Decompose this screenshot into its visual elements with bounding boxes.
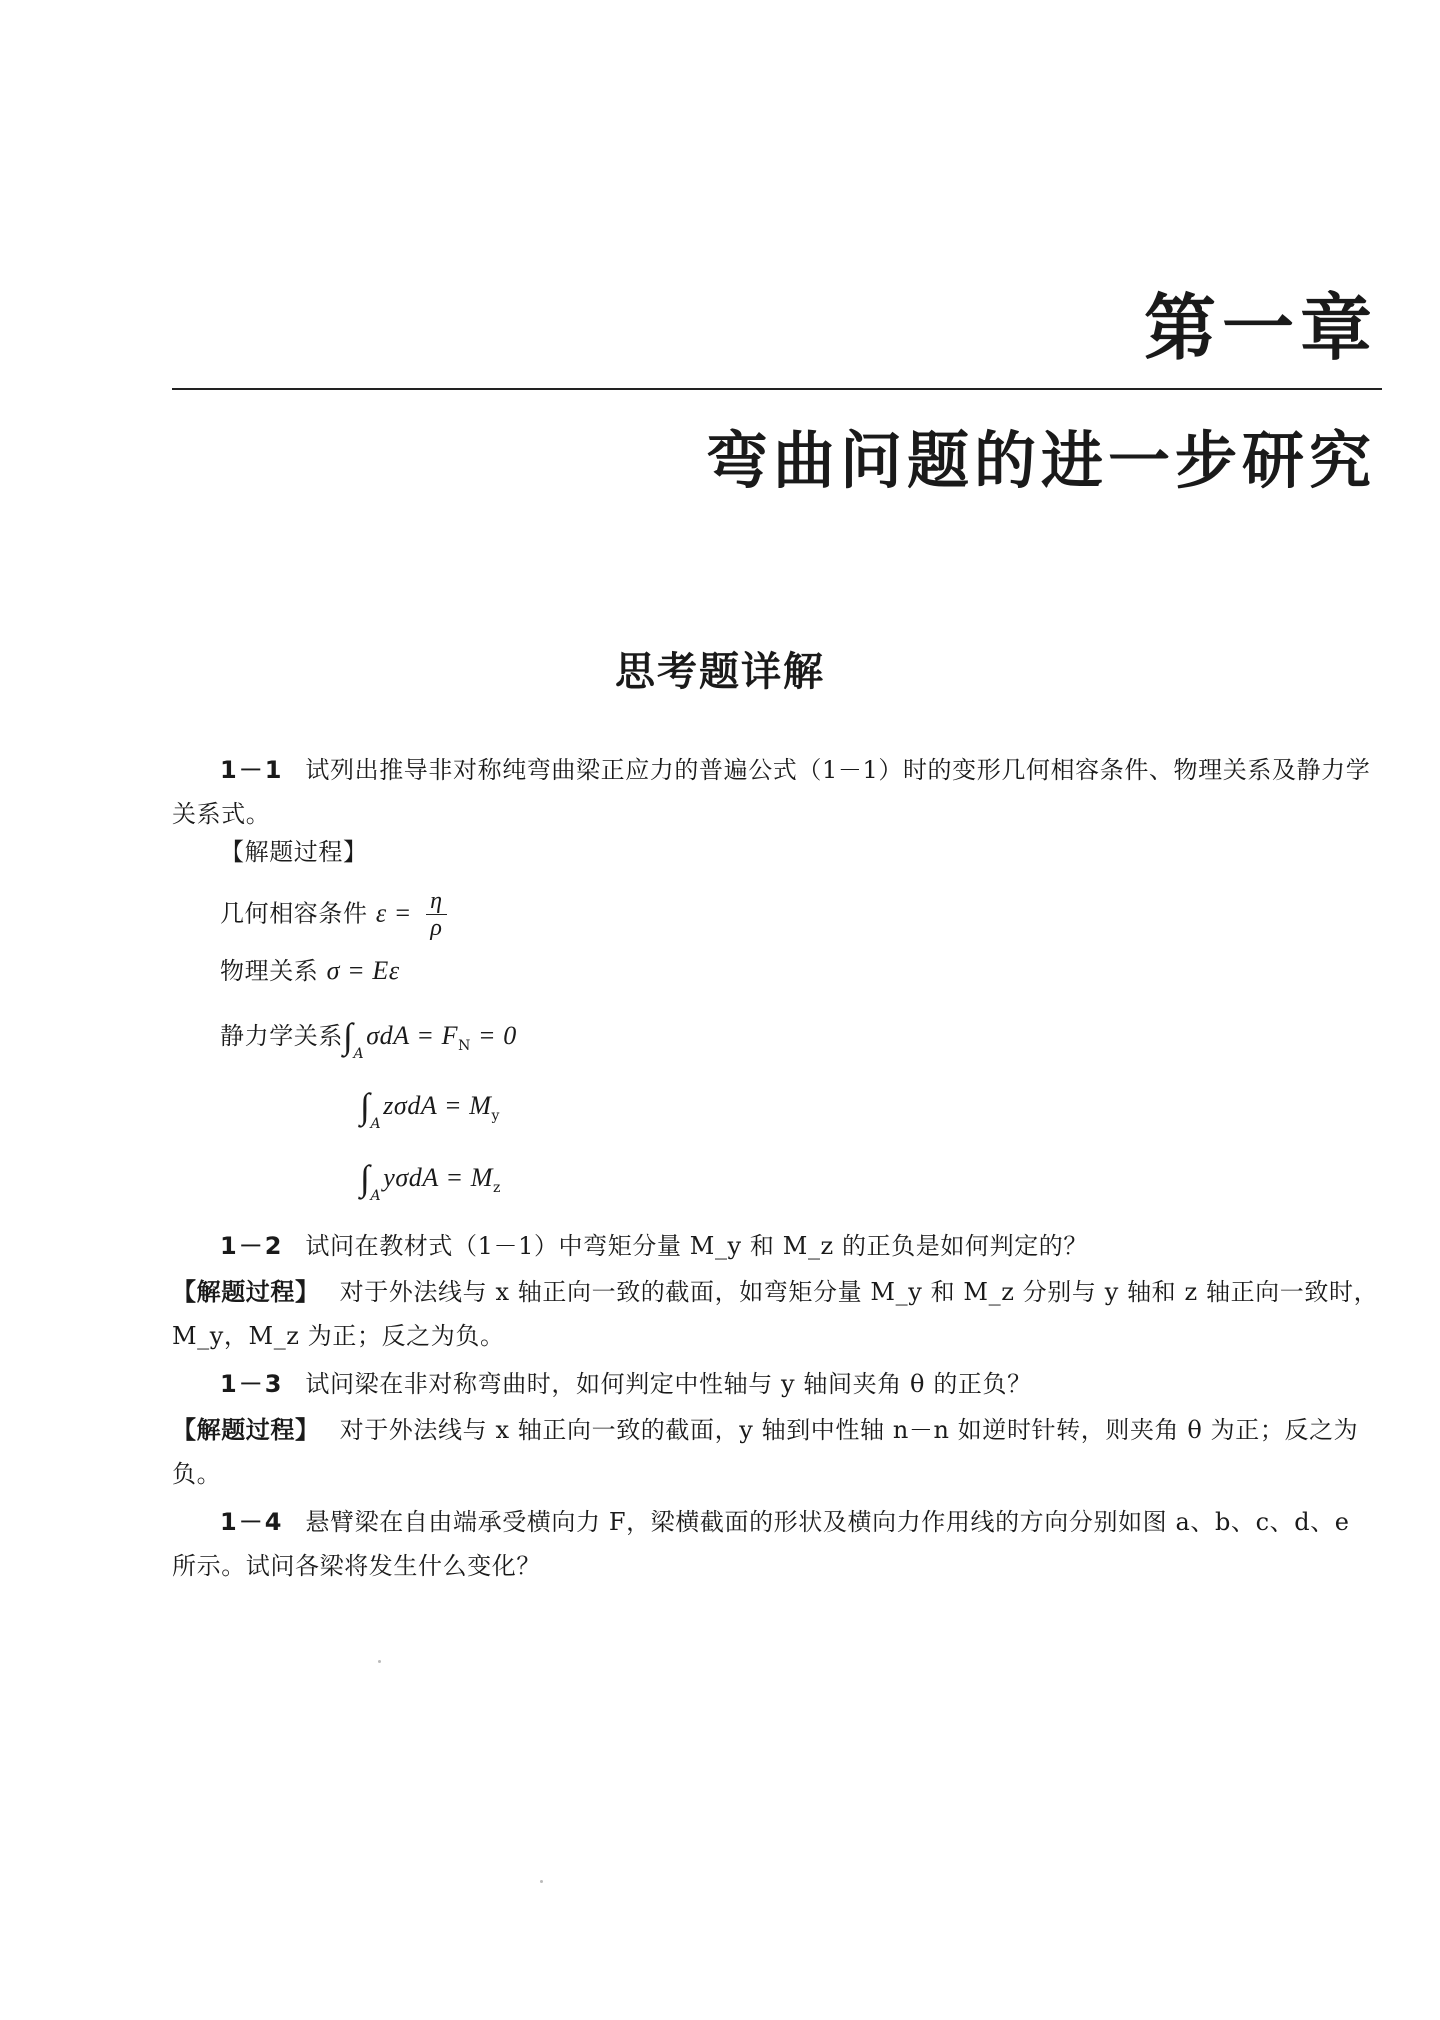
eq-2-sub: y (491, 1107, 501, 1124)
static-relation-2 (360, 1088, 500, 1131)
question-number: 1－1 (220, 756, 284, 784)
eq-1: σdA = F (366, 1021, 459, 1050)
eq-1-end: = 0 (470, 1021, 517, 1050)
geom-fraction (426, 888, 447, 942)
question-number: 1－2 (220, 1232, 284, 1260)
static-label: 静力学关系 (220, 1022, 343, 1050)
fraction-denominator: ρ (430, 915, 443, 942)
question-number: 1－4 (220, 1508, 284, 1536)
integral-domain: A (370, 1188, 382, 1204)
question-1-4 (172, 1500, 1382, 1588)
question-text: 悬臂梁在自由端承受横向力 F，梁横截面的形状及横向力作用线的方向分别如图 a、b、c、d、e 所示。试问各梁将发生什么变化？ (172, 1508, 1350, 1580)
phys-label: 物理关系 (220, 957, 319, 985)
geom-label: 几何相容条件 (220, 899, 368, 928)
phys-eq: σ = Eε (326, 956, 400, 985)
chapter-divider (172, 388, 1382, 390)
question-number: 1－3 (220, 1370, 284, 1398)
chapter-title: 弯曲问题的进一步研究 (705, 424, 1376, 497)
solution-label-1-1: 【解题过程】 (220, 838, 368, 866)
solution-label: 【解题过程】 (172, 1278, 320, 1306)
integral-domain: A (353, 1046, 365, 1062)
question-1-3 (172, 1362, 1382, 1406)
integral-sign: ∫ (360, 1158, 371, 1198)
fraction-numerator: η (426, 888, 447, 915)
integral-sign: ∫ (360, 1086, 371, 1126)
eq-1-sub: N (458, 1037, 471, 1054)
eq-3: yσdA = M (383, 1163, 493, 1192)
integral-domain: A (370, 1116, 382, 1132)
question-text: 试问梁在非对称弯曲时，如何判定中性轴与 y 轴间夹角 θ 的正负？ (305, 1370, 1032, 1398)
static-relation-1 (220, 1018, 517, 1061)
chapter-number: 第一章 (1143, 286, 1378, 370)
question-1-2 (172, 1224, 1382, 1268)
scan-speck (540, 1880, 543, 1883)
solution-1-2 (172, 1270, 1382, 1358)
physical-relation (220, 958, 400, 984)
geom-lhs: ε = (375, 898, 412, 928)
solution-1-3 (172, 1408, 1382, 1496)
static-relation-3 (360, 1160, 501, 1203)
question-text: 试列出推导非对称纯弯曲梁正应力的普遍公式（1－1）时的变形几何相容条件、物理关系及静力学关系式。 (172, 756, 1371, 828)
solution-text: 对于外法线与 x 轴正向一致的截面，y 轴到中性轴 n－n 如逆时针转，则夹角 θ 为正；反之为负。 (172, 1416, 1359, 1488)
solution-label: 【解题过程】 (172, 1416, 320, 1444)
scan-speck (378, 1660, 381, 1663)
integral-sign: ∫ (343, 1016, 354, 1056)
section-heading: 思考题详解 (615, 649, 825, 695)
eq-2: zσdA = M (383, 1091, 492, 1120)
question-text: 试问在教材式（1－1）中弯矩分量 M_y 和 M_z 的正负是如何判定的？ (305, 1232, 1089, 1260)
solution-text: 对于外法线与 x 轴正向一致的截面，如弯矩分量 M_y 和 M_z 分别与 y 轴和 z 轴正向一致时，M_y，M_z 为正；反之为负。 (172, 1278, 1379, 1350)
question-1-1 (172, 748, 1382, 836)
eq-3-sub: z (492, 1179, 501, 1196)
geometric-compatibility (220, 888, 447, 942)
